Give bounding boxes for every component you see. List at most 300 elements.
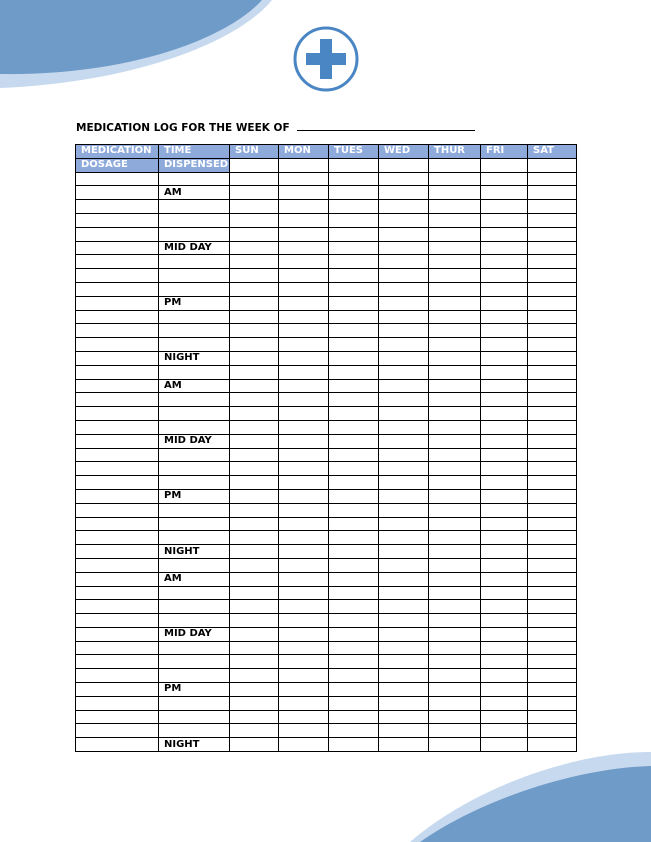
log-cell[interactable] — [429, 269, 481, 283]
log-cell[interactable] — [329, 531, 379, 545]
log-cell[interactable] — [230, 296, 279, 310]
log-cell[interactable] — [279, 269, 329, 283]
log-cell[interactable] — [429, 600, 481, 614]
log-cell[interactable] — [76, 517, 159, 531]
log-cell[interactable] — [379, 476, 429, 490]
log-cell[interactable] — [429, 296, 481, 310]
log-cell[interactable] — [481, 476, 528, 490]
log-cell[interactable] — [481, 600, 528, 614]
log-cell[interactable] — [159, 724, 230, 738]
log-cell[interactable] — [329, 379, 379, 393]
log-cell[interactable] — [379, 213, 429, 227]
log-cell[interactable] — [329, 338, 379, 352]
log-cell[interactable] — [528, 448, 577, 462]
log-cell[interactable] — [329, 614, 379, 628]
log-cell[interactable] — [379, 462, 429, 476]
log-cell[interactable] — [379, 710, 429, 724]
log-cell[interactable] — [279, 462, 329, 476]
log-cell[interactable] — [76, 420, 159, 434]
log-cell[interactable] — [528, 379, 577, 393]
log-cell[interactable] — [481, 255, 528, 269]
log-cell[interactable] — [429, 351, 481, 365]
log-cell[interactable] — [429, 586, 481, 600]
log-cell[interactable] — [429, 186, 481, 200]
log-cell[interactable] — [329, 545, 379, 559]
log-cell[interactable] — [528, 503, 577, 517]
log-cell[interactable] — [481, 434, 528, 448]
log-cell[interactable] — [279, 338, 329, 352]
log-cell[interactable] — [379, 517, 429, 531]
log-cell[interactable] — [379, 379, 429, 393]
log-cell[interactable] — [159, 213, 230, 227]
log-cell[interactable] — [159, 669, 230, 683]
log-cell[interactable] — [429, 213, 481, 227]
log-cell[interactable] — [329, 434, 379, 448]
log-cell[interactable] — [429, 655, 481, 669]
log-cell[interactable] — [528, 324, 577, 338]
log-cell[interactable] — [76, 448, 159, 462]
log-cell[interactable] — [528, 476, 577, 490]
log-cell[interactable] — [379, 545, 429, 559]
log-cell[interactable] — [429, 338, 481, 352]
log-cell[interactable] — [329, 600, 379, 614]
log-cell[interactable] — [279, 200, 329, 214]
log-cell[interactable] — [230, 269, 279, 283]
log-cell[interactable] — [429, 434, 481, 448]
log-cell[interactable] — [429, 172, 481, 186]
log-cell[interactable] — [230, 462, 279, 476]
log-cell[interactable] — [429, 407, 481, 421]
log-cell[interactable] — [76, 503, 159, 517]
log-cell[interactable] — [528, 655, 577, 669]
log-cell[interactable] — [230, 200, 279, 214]
log-cell[interactable] — [329, 627, 379, 641]
log-cell[interactable] — [230, 420, 279, 434]
log-cell[interactable] — [429, 379, 481, 393]
log-cell[interactable] — [329, 489, 379, 503]
log-cell[interactable] — [528, 462, 577, 476]
log-cell[interactable] — [159, 448, 230, 462]
log-cell[interactable] — [230, 393, 279, 407]
log-cell[interactable] — [379, 200, 429, 214]
log-cell[interactable] — [76, 641, 159, 655]
log-cell[interactable] — [76, 213, 159, 227]
log-cell[interactable] — [379, 655, 429, 669]
log-cell[interactable] — [379, 531, 429, 545]
log-cell[interactable] — [76, 738, 159, 752]
log-cell[interactable] — [329, 710, 379, 724]
log-cell[interactable] — [379, 393, 429, 407]
log-cell[interactable] — [329, 476, 379, 490]
log-cell[interactable] — [329, 448, 379, 462]
log-cell[interactable] — [230, 310, 279, 324]
log-cell[interactable] — [379, 489, 429, 503]
log-cell[interactable] — [230, 655, 279, 669]
log-cell[interactable] — [230, 517, 279, 531]
log-cell[interactable] — [76, 669, 159, 683]
log-cell[interactable] — [379, 683, 429, 697]
log-cell[interactable] — [329, 738, 379, 752]
log-cell[interactable] — [159, 531, 230, 545]
log-cell[interactable] — [159, 255, 230, 269]
log-cell[interactable] — [279, 476, 329, 490]
log-cell[interactable] — [481, 172, 528, 186]
log-cell[interactable] — [481, 241, 528, 255]
log-cell[interactable] — [279, 186, 329, 200]
log-cell[interactable] — [481, 269, 528, 283]
log-cell[interactable] — [279, 710, 329, 724]
log-cell[interactable] — [230, 531, 279, 545]
log-cell[interactable] — [481, 531, 528, 545]
log-cell[interactable] — [159, 282, 230, 296]
log-cell[interactable] — [379, 627, 429, 641]
log-cell[interactable] — [159, 227, 230, 241]
log-cell[interactable] — [528, 724, 577, 738]
log-cell[interactable] — [279, 655, 329, 669]
log-cell[interactable] — [279, 489, 329, 503]
log-cell[interactable] — [329, 255, 379, 269]
log-cell[interactable] — [279, 420, 329, 434]
log-cell[interactable] — [76, 655, 159, 669]
log-cell[interactable] — [379, 586, 429, 600]
log-cell[interactable] — [159, 655, 230, 669]
log-cell[interactable] — [76, 600, 159, 614]
log-cell[interactable] — [159, 420, 230, 434]
log-cell[interactable] — [379, 324, 429, 338]
log-cell[interactable] — [528, 614, 577, 628]
log-cell[interactable] — [379, 696, 429, 710]
log-cell[interactable] — [230, 696, 279, 710]
log-cell[interactable] — [329, 420, 379, 434]
log-cell[interactable] — [481, 296, 528, 310]
log-cell[interactable] — [230, 324, 279, 338]
log-cell[interactable] — [481, 627, 528, 641]
log-cell[interactable] — [230, 407, 279, 421]
log-cell[interactable] — [329, 186, 379, 200]
log-cell[interactable] — [76, 710, 159, 724]
log-cell[interactable] — [379, 448, 429, 462]
log-cell[interactable] — [481, 489, 528, 503]
log-cell[interactable] — [528, 172, 577, 186]
log-cell[interactable] — [429, 489, 481, 503]
log-cell[interactable] — [429, 724, 481, 738]
log-cell[interactable] — [76, 241, 159, 255]
log-cell[interactable] — [528, 351, 577, 365]
log-cell[interactable] — [279, 296, 329, 310]
log-cell[interactable] — [429, 282, 481, 296]
log-cell[interactable] — [279, 641, 329, 655]
log-cell[interactable] — [159, 614, 230, 628]
log-cell[interactable] — [379, 296, 429, 310]
log-cell[interactable] — [528, 641, 577, 655]
log-cell[interactable] — [528, 696, 577, 710]
log-cell[interactable] — [528, 269, 577, 283]
log-cell[interactable] — [528, 393, 577, 407]
log-cell[interactable] — [159, 600, 230, 614]
log-cell[interactable] — [230, 255, 279, 269]
log-cell[interactable] — [230, 545, 279, 559]
log-cell[interactable] — [429, 200, 481, 214]
log-cell[interactable] — [76, 200, 159, 214]
log-cell[interactable] — [279, 503, 329, 517]
log-cell[interactable] — [159, 324, 230, 338]
log-cell[interactable] — [528, 572, 577, 586]
log-cell[interactable] — [329, 310, 379, 324]
log-cell[interactable] — [481, 517, 528, 531]
log-cell[interactable] — [329, 503, 379, 517]
log-cell[interactable] — [279, 545, 329, 559]
log-cell[interactable] — [279, 282, 329, 296]
log-cell[interactable] — [76, 310, 159, 324]
log-cell[interactable] — [429, 641, 481, 655]
log-cell[interactable] — [230, 614, 279, 628]
log-cell[interactable] — [528, 545, 577, 559]
log-cell[interactable] — [230, 503, 279, 517]
log-cell[interactable] — [329, 586, 379, 600]
log-cell[interactable] — [481, 420, 528, 434]
log-cell[interactable] — [230, 379, 279, 393]
log-cell[interactable] — [481, 572, 528, 586]
log-cell[interactable] — [76, 338, 159, 352]
log-cell[interactable] — [329, 324, 379, 338]
log-cell[interactable] — [379, 724, 429, 738]
log-cell[interactable] — [76, 614, 159, 628]
log-cell[interactable] — [528, 255, 577, 269]
log-cell[interactable] — [329, 724, 379, 738]
log-cell[interactable] — [528, 282, 577, 296]
log-cell[interactable] — [481, 655, 528, 669]
log-cell[interactable] — [481, 545, 528, 559]
log-cell[interactable] — [329, 213, 379, 227]
log-cell[interactable] — [329, 351, 379, 365]
log-cell[interactable] — [279, 310, 329, 324]
log-cell[interactable] — [279, 324, 329, 338]
log-cell[interactable] — [379, 227, 429, 241]
log-cell[interactable] — [481, 351, 528, 365]
log-cell[interactable] — [230, 669, 279, 683]
log-cell[interactable] — [230, 572, 279, 586]
log-cell[interactable] — [76, 393, 159, 407]
log-cell[interactable] — [528, 213, 577, 227]
log-cell[interactable] — [429, 310, 481, 324]
log-cell[interactable] — [279, 627, 329, 641]
log-cell[interactable] — [76, 186, 159, 200]
log-cell[interactable] — [481, 641, 528, 655]
log-cell[interactable] — [159, 200, 230, 214]
log-cell[interactable] — [230, 489, 279, 503]
log-cell[interactable] — [429, 503, 481, 517]
log-cell[interactable] — [379, 641, 429, 655]
log-cell[interactable] — [481, 462, 528, 476]
log-cell[interactable] — [379, 172, 429, 186]
log-cell[interactable] — [230, 627, 279, 641]
log-cell[interactable] — [230, 586, 279, 600]
log-cell[interactable] — [230, 641, 279, 655]
log-cell[interactable] — [481, 738, 528, 752]
log-cell[interactable] — [230, 186, 279, 200]
log-cell[interactable] — [76, 282, 159, 296]
log-cell[interactable] — [279, 365, 329, 379]
log-cell[interactable] — [528, 669, 577, 683]
log-cell[interactable] — [279, 586, 329, 600]
log-cell[interactable] — [279, 227, 329, 241]
log-cell[interactable] — [279, 213, 329, 227]
log-cell[interactable] — [379, 241, 429, 255]
log-cell[interactable] — [528, 338, 577, 352]
log-cell[interactable] — [159, 338, 230, 352]
log-cell[interactable] — [528, 600, 577, 614]
log-cell[interactable] — [159, 503, 230, 517]
log-cell[interactable] — [329, 296, 379, 310]
log-cell[interactable] — [329, 669, 379, 683]
log-cell[interactable] — [159, 476, 230, 490]
log-cell[interactable] — [230, 365, 279, 379]
log-cell[interactable] — [481, 724, 528, 738]
log-cell[interactable] — [481, 213, 528, 227]
log-cell[interactable] — [528, 517, 577, 531]
log-cell[interactable] — [159, 586, 230, 600]
log-cell[interactable] — [429, 738, 481, 752]
log-cell[interactable] — [379, 669, 429, 683]
log-cell[interactable] — [230, 241, 279, 255]
log-cell[interactable] — [379, 310, 429, 324]
log-cell[interactable] — [76, 351, 159, 365]
log-cell[interactable] — [481, 282, 528, 296]
log-cell[interactable] — [329, 558, 379, 572]
log-cell[interactable] — [279, 172, 329, 186]
log-cell[interactable] — [76, 489, 159, 503]
log-cell[interactable] — [528, 186, 577, 200]
log-cell[interactable] — [159, 517, 230, 531]
log-cell[interactable] — [429, 448, 481, 462]
log-cell[interactable] — [230, 338, 279, 352]
log-cell[interactable] — [329, 517, 379, 531]
log-cell[interactable] — [279, 434, 329, 448]
log-cell[interactable] — [76, 724, 159, 738]
log-cell[interactable] — [279, 379, 329, 393]
log-cell[interactable] — [528, 627, 577, 641]
log-cell[interactable] — [429, 227, 481, 241]
log-cell[interactable] — [76, 324, 159, 338]
log-cell[interactable] — [379, 186, 429, 200]
log-cell[interactable] — [429, 241, 481, 255]
log-cell[interactable] — [429, 558, 481, 572]
log-cell[interactable] — [76, 531, 159, 545]
log-cell[interactable] — [429, 572, 481, 586]
log-cell[interactable] — [528, 531, 577, 545]
log-cell[interactable] — [481, 379, 528, 393]
log-cell[interactable] — [76, 379, 159, 393]
log-cell[interactable] — [76, 407, 159, 421]
log-cell[interactable] — [279, 407, 329, 421]
log-cell[interactable] — [429, 476, 481, 490]
log-cell[interactable] — [159, 641, 230, 655]
log-cell[interactable] — [279, 614, 329, 628]
log-cell[interactable] — [279, 531, 329, 545]
log-cell[interactable] — [481, 365, 528, 379]
log-cell[interactable] — [159, 172, 230, 186]
log-cell[interactable] — [76, 627, 159, 641]
log-cell[interactable] — [329, 200, 379, 214]
log-cell[interactable] — [329, 172, 379, 186]
log-cell[interactable] — [528, 296, 577, 310]
log-cell[interactable] — [528, 683, 577, 697]
log-cell[interactable] — [159, 393, 230, 407]
log-cell[interactable] — [230, 558, 279, 572]
log-cell[interactable] — [76, 296, 159, 310]
log-cell[interactable] — [230, 213, 279, 227]
log-cell[interactable] — [329, 641, 379, 655]
log-cell[interactable] — [379, 365, 429, 379]
log-cell[interactable] — [379, 407, 429, 421]
log-cell[interactable] — [279, 351, 329, 365]
log-cell[interactable] — [230, 351, 279, 365]
log-cell[interactable] — [429, 324, 481, 338]
log-cell[interactable] — [481, 324, 528, 338]
log-cell[interactable] — [279, 600, 329, 614]
log-cell[interactable] — [429, 683, 481, 697]
log-cell[interactable] — [279, 683, 329, 697]
log-cell[interactable] — [379, 614, 429, 628]
log-cell[interactable] — [481, 407, 528, 421]
log-cell[interactable] — [279, 669, 329, 683]
log-cell[interactable] — [76, 269, 159, 283]
log-cell[interactable] — [329, 655, 379, 669]
log-cell[interactable] — [429, 420, 481, 434]
log-cell[interactable] — [279, 724, 329, 738]
log-cell[interactable] — [528, 586, 577, 600]
log-cell[interactable] — [230, 600, 279, 614]
log-cell[interactable] — [481, 200, 528, 214]
log-cell[interactable] — [379, 420, 429, 434]
log-cell[interactable] — [329, 393, 379, 407]
log-cell[interactable] — [528, 738, 577, 752]
log-cell[interactable] — [379, 558, 429, 572]
log-cell[interactable] — [329, 241, 379, 255]
log-cell[interactable] — [76, 476, 159, 490]
log-cell[interactable] — [279, 255, 329, 269]
log-cell[interactable] — [159, 365, 230, 379]
log-cell[interactable] — [279, 696, 329, 710]
log-cell[interactable] — [76, 227, 159, 241]
log-cell[interactable] — [329, 407, 379, 421]
log-cell[interactable] — [379, 600, 429, 614]
log-cell[interactable] — [429, 545, 481, 559]
log-cell[interactable] — [481, 448, 528, 462]
log-cell[interactable] — [481, 310, 528, 324]
log-cell[interactable] — [230, 172, 279, 186]
log-cell[interactable] — [528, 434, 577, 448]
log-cell[interactable] — [429, 627, 481, 641]
log-cell[interactable] — [329, 227, 379, 241]
log-cell[interactable] — [528, 200, 577, 214]
log-cell[interactable] — [528, 489, 577, 503]
log-cell[interactable] — [159, 710, 230, 724]
log-cell[interactable] — [279, 393, 329, 407]
log-cell[interactable] — [279, 558, 329, 572]
log-cell[interactable] — [379, 503, 429, 517]
log-cell[interactable] — [528, 710, 577, 724]
log-cell[interactable] — [329, 683, 379, 697]
log-cell[interactable] — [329, 365, 379, 379]
log-cell[interactable] — [230, 724, 279, 738]
log-cell[interactable] — [76, 365, 159, 379]
log-cell[interactable] — [528, 407, 577, 421]
log-cell[interactable] — [76, 696, 159, 710]
log-cell[interactable] — [429, 365, 481, 379]
log-cell[interactable] — [159, 558, 230, 572]
log-cell[interactable] — [528, 310, 577, 324]
